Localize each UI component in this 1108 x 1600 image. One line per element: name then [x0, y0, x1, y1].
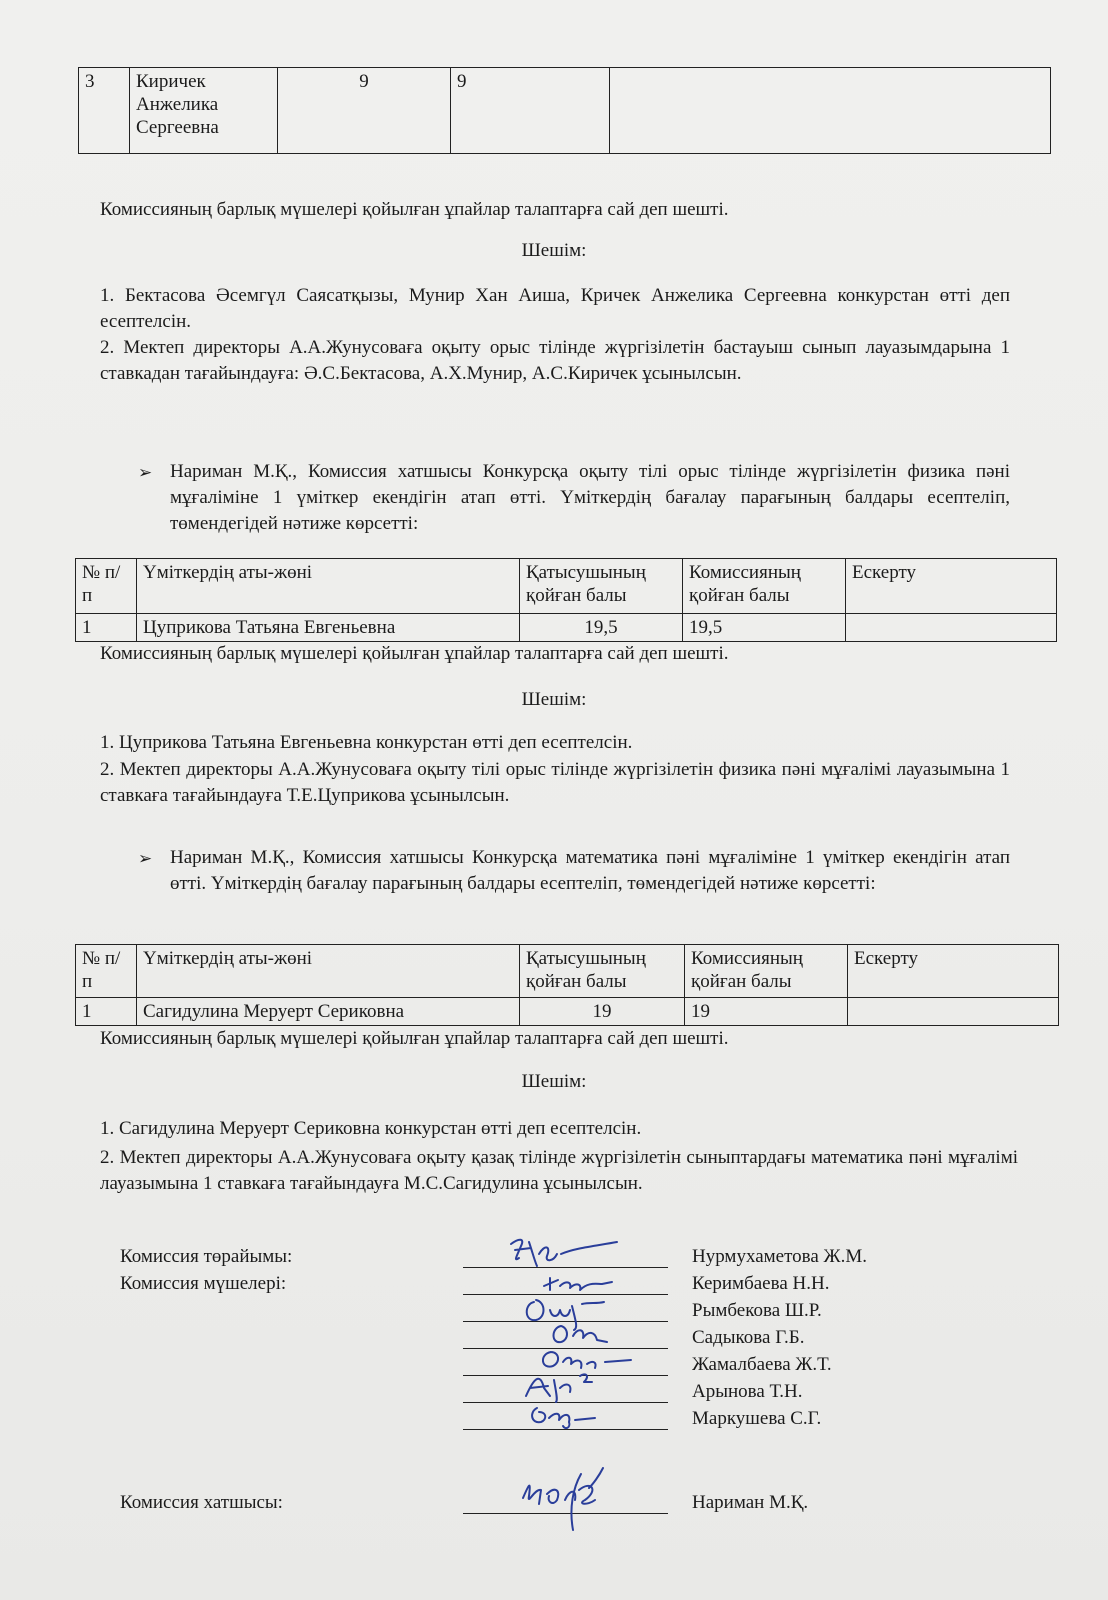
cell-name: Сагидулина Меруерт Сериковна: [137, 998, 520, 1026]
cell-num: 1: [76, 614, 137, 642]
header-participant: Қатысушының қойған балы: [520, 559, 683, 614]
table-row: [76, 614, 1057, 642]
results-table-math: [75, 944, 1059, 1026]
decision-heading: Шешім:: [521, 689, 587, 710]
chair-name: Нурмухаметова Ж.М.: [692, 1246, 867, 1267]
cell-name: [130, 68, 278, 154]
handwritten-signature-icon: [520, 1368, 610, 1404]
table-header-row: [76, 559, 1057, 614]
header-note: Ескерту: [846, 559, 1057, 614]
results-table-physics: [75, 558, 1057, 642]
decision-item: 1. Цуприкова Татьяна Евгеньевна конкурстан өтті деп есептелсін.: [100, 732, 633, 753]
decision-item: 1. Бектасова Әсемгүл Саясатқызы, Мунир Хан Аиша, Кричек Анжелика Сергеевна конкурстан өтті деп есептелсін.: [100, 285, 1010, 332]
header-commission: Комиссияның қойған балы: [685, 945, 848, 998]
cell-num: 3: [79, 68, 130, 154]
decision-item: 2. Мектеп директоры А.А.Жунусоваға оқыту тілі орыс тілінде жүргізілетін физика пәні мұғалімі лауазымына 1 ставкаға тағайындауға Т.Е.Цуприкова ұсынылсын.: [100, 759, 1010, 806]
cell-note: [610, 68, 1051, 154]
secretary-report: Нариман М.Қ., Комиссия хатшысы Конкурсқа математика пәні мұғаліміне 1 үміткер екендігін атап өтті. Үміткердің бағалау парағының балдары есептеліп, төмендегідей нәтиже көрсетті:: [170, 847, 1010, 894]
decision-heading: Шешім:: [521, 240, 587, 261]
header-participant: Қатысушының қойған балы: [520, 945, 685, 998]
header-num: № п/п: [76, 559, 137, 614]
cell-note: [848, 998, 1059, 1026]
header-name: Үміткердің аты-жөні: [137, 945, 520, 998]
header-note: Ескерту: [848, 945, 1059, 998]
cell-commission-score: 19,5: [683, 614, 846, 642]
cell-num: 1: [76, 998, 137, 1026]
table-header-row: [76, 945, 1059, 998]
chair-label: Комиссия төрайымы:: [120, 1246, 293, 1267]
member-name: Садыкова Г.Б.: [692, 1327, 805, 1348]
handwritten-signature-icon: [525, 1400, 605, 1430]
decision-item: 2. Мектеп директоры А.А.Жунусоваға оқыту орыс тілінде жүргізілетін бастауыш сынып лауазымдарына 1 ставкадан тағайындауға: Ә.С.Бектасова, А.Х.Мунир, А.С.Киричек ұсынылсын.: [100, 337, 1010, 384]
member-name: Рымбекова Ш.Р.: [692, 1300, 822, 1321]
cell-participant-score: 19,5: [520, 614, 683, 642]
cell-note: [846, 614, 1057, 642]
cell-name: Цуприкова Татьяна Евгеньевна: [137, 614, 520, 642]
name-line: Киричек: [136, 71, 206, 92]
member-name: Керимбаева Н.Н.: [692, 1273, 830, 1294]
commission-statement: Комиссияның барлық мүшелері қойылған ұпайлар талаптарға сай деп шешті.: [100, 643, 729, 664]
bullet-arrow-icon: ➢: [138, 463, 153, 482]
secretary-label: Комиссия хатшысы:: [120, 1492, 283, 1513]
handwritten-signature-icon: [515, 1460, 615, 1540]
name-line: Анжелика: [136, 94, 219, 115]
member-name: Жамалбаева Ж.Т.: [692, 1354, 832, 1375]
commission-statement: Комиссияның барлық мүшелері қойылған ұпайлар талаптарға сай деп шешті.: [100, 1028, 729, 1049]
handwritten-signature-icon: [540, 1274, 620, 1294]
header-num: № п/п: [76, 945, 137, 998]
cell-participant-score: 19: [520, 998, 685, 1026]
cell-commission-score: 19: [685, 998, 848, 1026]
secretary-name: Нариман М.Қ.: [692, 1492, 809, 1513]
decision-item: 2. Мектеп директоры А.А.Жунусоваға оқыту қазақ тілінде жүргізілетін сыныптардағы математика пәні мұғалімі лауазымына 1 ставкаға тағайындауға М.С.Сагидулина ұсынылсын.: [100, 1147, 1018, 1194]
commission-statement: Комиссияның барлық мүшелері қойылған ұпайлар талаптарға сай деп шешті.: [100, 199, 729, 220]
cell-commission-score: 9: [451, 68, 610, 154]
table-row: [79, 68, 1051, 154]
decision-heading: Шешім:: [521, 1071, 587, 1092]
secretary-report: Нариман М.Қ., Комиссия хатшысы Конкурсқа оқыту тілі орыс тілінде жүргізілетін физика пәні мұғаліміне 1 үміткер екендігін атап өтті. Үміткердің бағалау парағының балдары есептеліп, төмендегідей нәтиже көрсетті:: [170, 461, 1010, 534]
header-name: Үміткердің аты-жөні: [137, 559, 520, 614]
header-commission: Комиссияның қойған балы: [683, 559, 846, 614]
cell-participant-score: 9: [278, 68, 451, 154]
member-name: Арынова Т.Н.: [692, 1381, 803, 1402]
bullet-arrow-icon: ➢: [138, 849, 153, 868]
handwritten-signature-icon: [505, 1232, 625, 1272]
decision-item: 1. Сагидулина Меруерт Сериковна конкурстан өтті деп есептелсін.: [100, 1118, 642, 1139]
member-name: Маркушева С.Г.: [692, 1408, 822, 1429]
members-label: Комиссия мүшелері:: [120, 1273, 287, 1294]
results-table-continued: [78, 67, 1051, 154]
table-row: [76, 998, 1059, 1026]
name-line: Сергеевна: [136, 117, 219, 138]
